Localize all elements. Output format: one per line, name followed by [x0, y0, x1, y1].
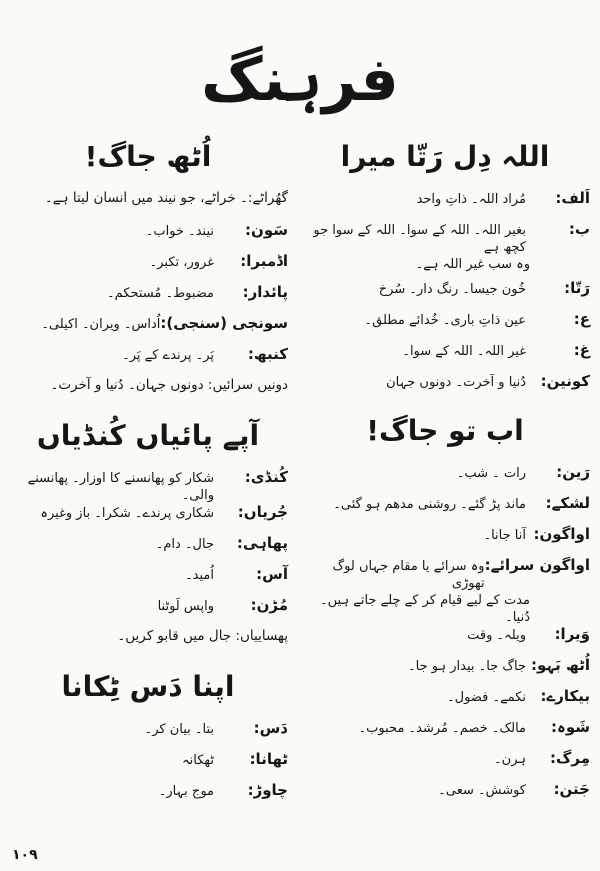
glossary-term: اَلف:	[555, 189, 590, 207]
glossary-term: کنبھ:	[247, 345, 288, 363]
glossary-definition: ویلہ۔ وقت	[467, 628, 526, 643]
glossary-term: اُٹھ بَہو:	[530, 656, 590, 674]
glossary-entry	[8, 720, 288, 751]
glossary-term: بیکارے:	[540, 687, 590, 705]
glossary-entry	[300, 657, 590, 688]
glossary-definition: اُمید۔	[185, 568, 214, 583]
glossary-entry	[8, 284, 288, 315]
glossary-entry: دونیں سرائیں: دونوں جہان۔ دُنیا و آخرت۔	[50, 377, 288, 393]
glossary-entry	[300, 373, 590, 404]
section-title: آپے پائیاں کُنڈیاں	[36, 419, 260, 452]
glossary-continuation: وہ سب غیر اللہ ہے۔	[415, 257, 530, 272]
glossary-definition: نکمے۔ فضول۔	[447, 690, 526, 705]
glossary-entry	[300, 311, 590, 342]
glossary-term: سَون:	[245, 221, 288, 239]
glossary-entry	[300, 342, 590, 373]
glossary-definition: مالک۔ خصم۔ مُرشد۔ محبوب۔	[358, 721, 526, 736]
glossary-term: جَتن:	[553, 780, 590, 798]
glossary-definition: واپس لَوٹنا	[157, 599, 214, 614]
glossary-entry	[8, 315, 288, 346]
glossary-entry	[300, 280, 590, 311]
glossary-term: آس:	[256, 565, 288, 583]
glossary-term: اواگون سرائے:	[484, 556, 590, 574]
right-column	[300, 130, 590, 812]
glossary-term: مِرگ:	[550, 749, 590, 767]
page-number: ۱۰۹	[12, 847, 38, 863]
section-title: اُٹھ جاگ!	[84, 140, 212, 173]
glossary-entry	[8, 346, 288, 377]
glossary-definition: دُنیا و آخرت۔ دونوں جہان	[386, 375, 526, 390]
glossary-entry	[300, 719, 590, 750]
glossary-definition: غیر اللہ۔ اللہ کے سوا۔	[402, 344, 526, 359]
glossary-term: رَین:	[556, 463, 590, 481]
glossary-entry	[300, 626, 590, 657]
glossary-definition: غرور، تکبر۔	[149, 255, 214, 270]
section-title: اللہ دِل رَتّا میرا	[340, 140, 550, 173]
glossary-entry	[300, 464, 590, 495]
glossary-term: مُڑن:	[250, 596, 288, 614]
glossary-term: وَیرا:	[554, 625, 590, 643]
glossary-term: ب:	[568, 220, 590, 238]
glossary-entry	[300, 557, 590, 592]
section-title: اب تو جاگ!	[366, 414, 524, 447]
glossary-entry	[300, 190, 590, 221]
glossary-term: شَوہ:	[551, 718, 590, 736]
glossary-definition: ہرن۔	[494, 752, 526, 767]
glossary-list	[300, 190, 590, 404]
glossary-entry: پھساییاں: جال میں قابو کریں۔	[117, 628, 288, 644]
glossary-term: ع:	[573, 310, 590, 328]
glossary-definition: پَر۔ پرندے کے پَر۔	[122, 348, 214, 363]
glossary-term: لشکے:	[545, 494, 590, 512]
glossary-entry	[8, 782, 288, 813]
glossary-definition: خُون جیسا۔ رنگ دار۔ سُرخ	[378, 282, 526, 297]
glossary-entry	[300, 526, 590, 557]
glossary-term: چاوڑ:	[247, 781, 288, 799]
glossary-definition: مُراد اللہ۔ ذاتِ واحد	[416, 192, 526, 207]
glossary-definition: موج بہار۔	[158, 784, 214, 799]
glossary-entry: گھُراٹے:۔ خراٹے، جو نیند میں انسان لیتا ہے۔	[44, 190, 288, 206]
glossary-term: اڈمبرا:	[240, 252, 288, 270]
glossary-entry	[300, 495, 590, 526]
glossary-definition: جال۔ دام۔	[155, 537, 214, 552]
glossary-definition: شکار کو پھانسنے کا اوزار۔ پھانسنے والی۔	[27, 471, 214, 503]
glossary-term: جُریاں:	[237, 503, 288, 521]
glossary-term: سونجی (سنجی):	[160, 314, 288, 332]
glossary-entry	[8, 597, 288, 628]
glossary-definition: عین ذاتِ باری۔ خُدائے مطلق۔	[364, 313, 526, 328]
page-title: فرہنگ	[201, 45, 399, 115]
glossary-term: اواگون:	[533, 525, 590, 543]
glossary-entry	[8, 535, 288, 566]
glossary-term: پھاہی:	[236, 534, 288, 552]
glossary-definition: بتا۔ بیان کر۔	[144, 722, 214, 737]
glossary-entry	[8, 253, 288, 284]
glossary-definition: مضبوط۔ مُستحکم۔	[107, 286, 214, 301]
glossary-entry	[300, 781, 590, 812]
glossary-term: کونین:	[540, 372, 590, 390]
glossary-entry	[8, 222, 288, 253]
glossary-term: ٹھانا:	[249, 750, 288, 768]
glossary-term: رَتّا:	[564, 279, 590, 297]
glossary-list	[8, 720, 288, 813]
glossary-definition: بغیر اللہ۔ اللہ کے سوا۔ اللہ کے سوا جو کچھ ہے	[313, 223, 526, 255]
glossary-list	[8, 190, 288, 409]
glossary-entry	[300, 688, 590, 719]
glossary-definition: رات ۔ شب۔	[456, 466, 526, 481]
glossary-definition: نیند۔ خواب۔	[145, 224, 214, 239]
glossary-entry	[8, 469, 288, 504]
glossary-entry	[300, 221, 590, 256]
glossary-definition: آنا جانا۔	[483, 528, 526, 543]
glossary-entry	[300, 750, 590, 781]
glossary-continuation: مدت کے لیے قیام کر کے چلے جاتے ہیں۔ دُنیا۔	[320, 593, 530, 625]
glossary-term: کُنڈی:	[244, 468, 288, 486]
glossary-definition: جاگ جا۔ بیدار ہو جا۔	[408, 659, 526, 674]
section-title: اپنا دَس ٹِکانا	[61, 670, 235, 703]
glossary-term: پائدار:	[242, 283, 288, 301]
glossary-term: دَس:	[253, 719, 288, 737]
glossary-list	[8, 469, 288, 660]
glossary-definition: وہ سرائے یا مقام جہاں لوگ تھوڑی	[332, 559, 485, 591]
glossary-entry	[8, 504, 288, 535]
glossary-definition: ٹھکانہ	[182, 753, 214, 768]
glossary-entry	[8, 566, 288, 597]
glossary-definition: کوشش۔ سعی۔	[438, 783, 526, 798]
glossary-definition: اُداس۔ ویران۔ اکیلی۔	[41, 317, 161, 332]
glossary-list	[300, 464, 590, 812]
left-column	[8, 130, 288, 813]
glossary-definition: ماند پڑ گئے۔ روشنی مدھم ہو گئی۔	[333, 497, 526, 512]
glossary-term: غ:	[573, 341, 590, 359]
glossary-entry	[8, 751, 288, 782]
glossary-definition: شکاری پرندے۔ شکرا۔ باز وغیرہ	[40, 506, 214, 521]
